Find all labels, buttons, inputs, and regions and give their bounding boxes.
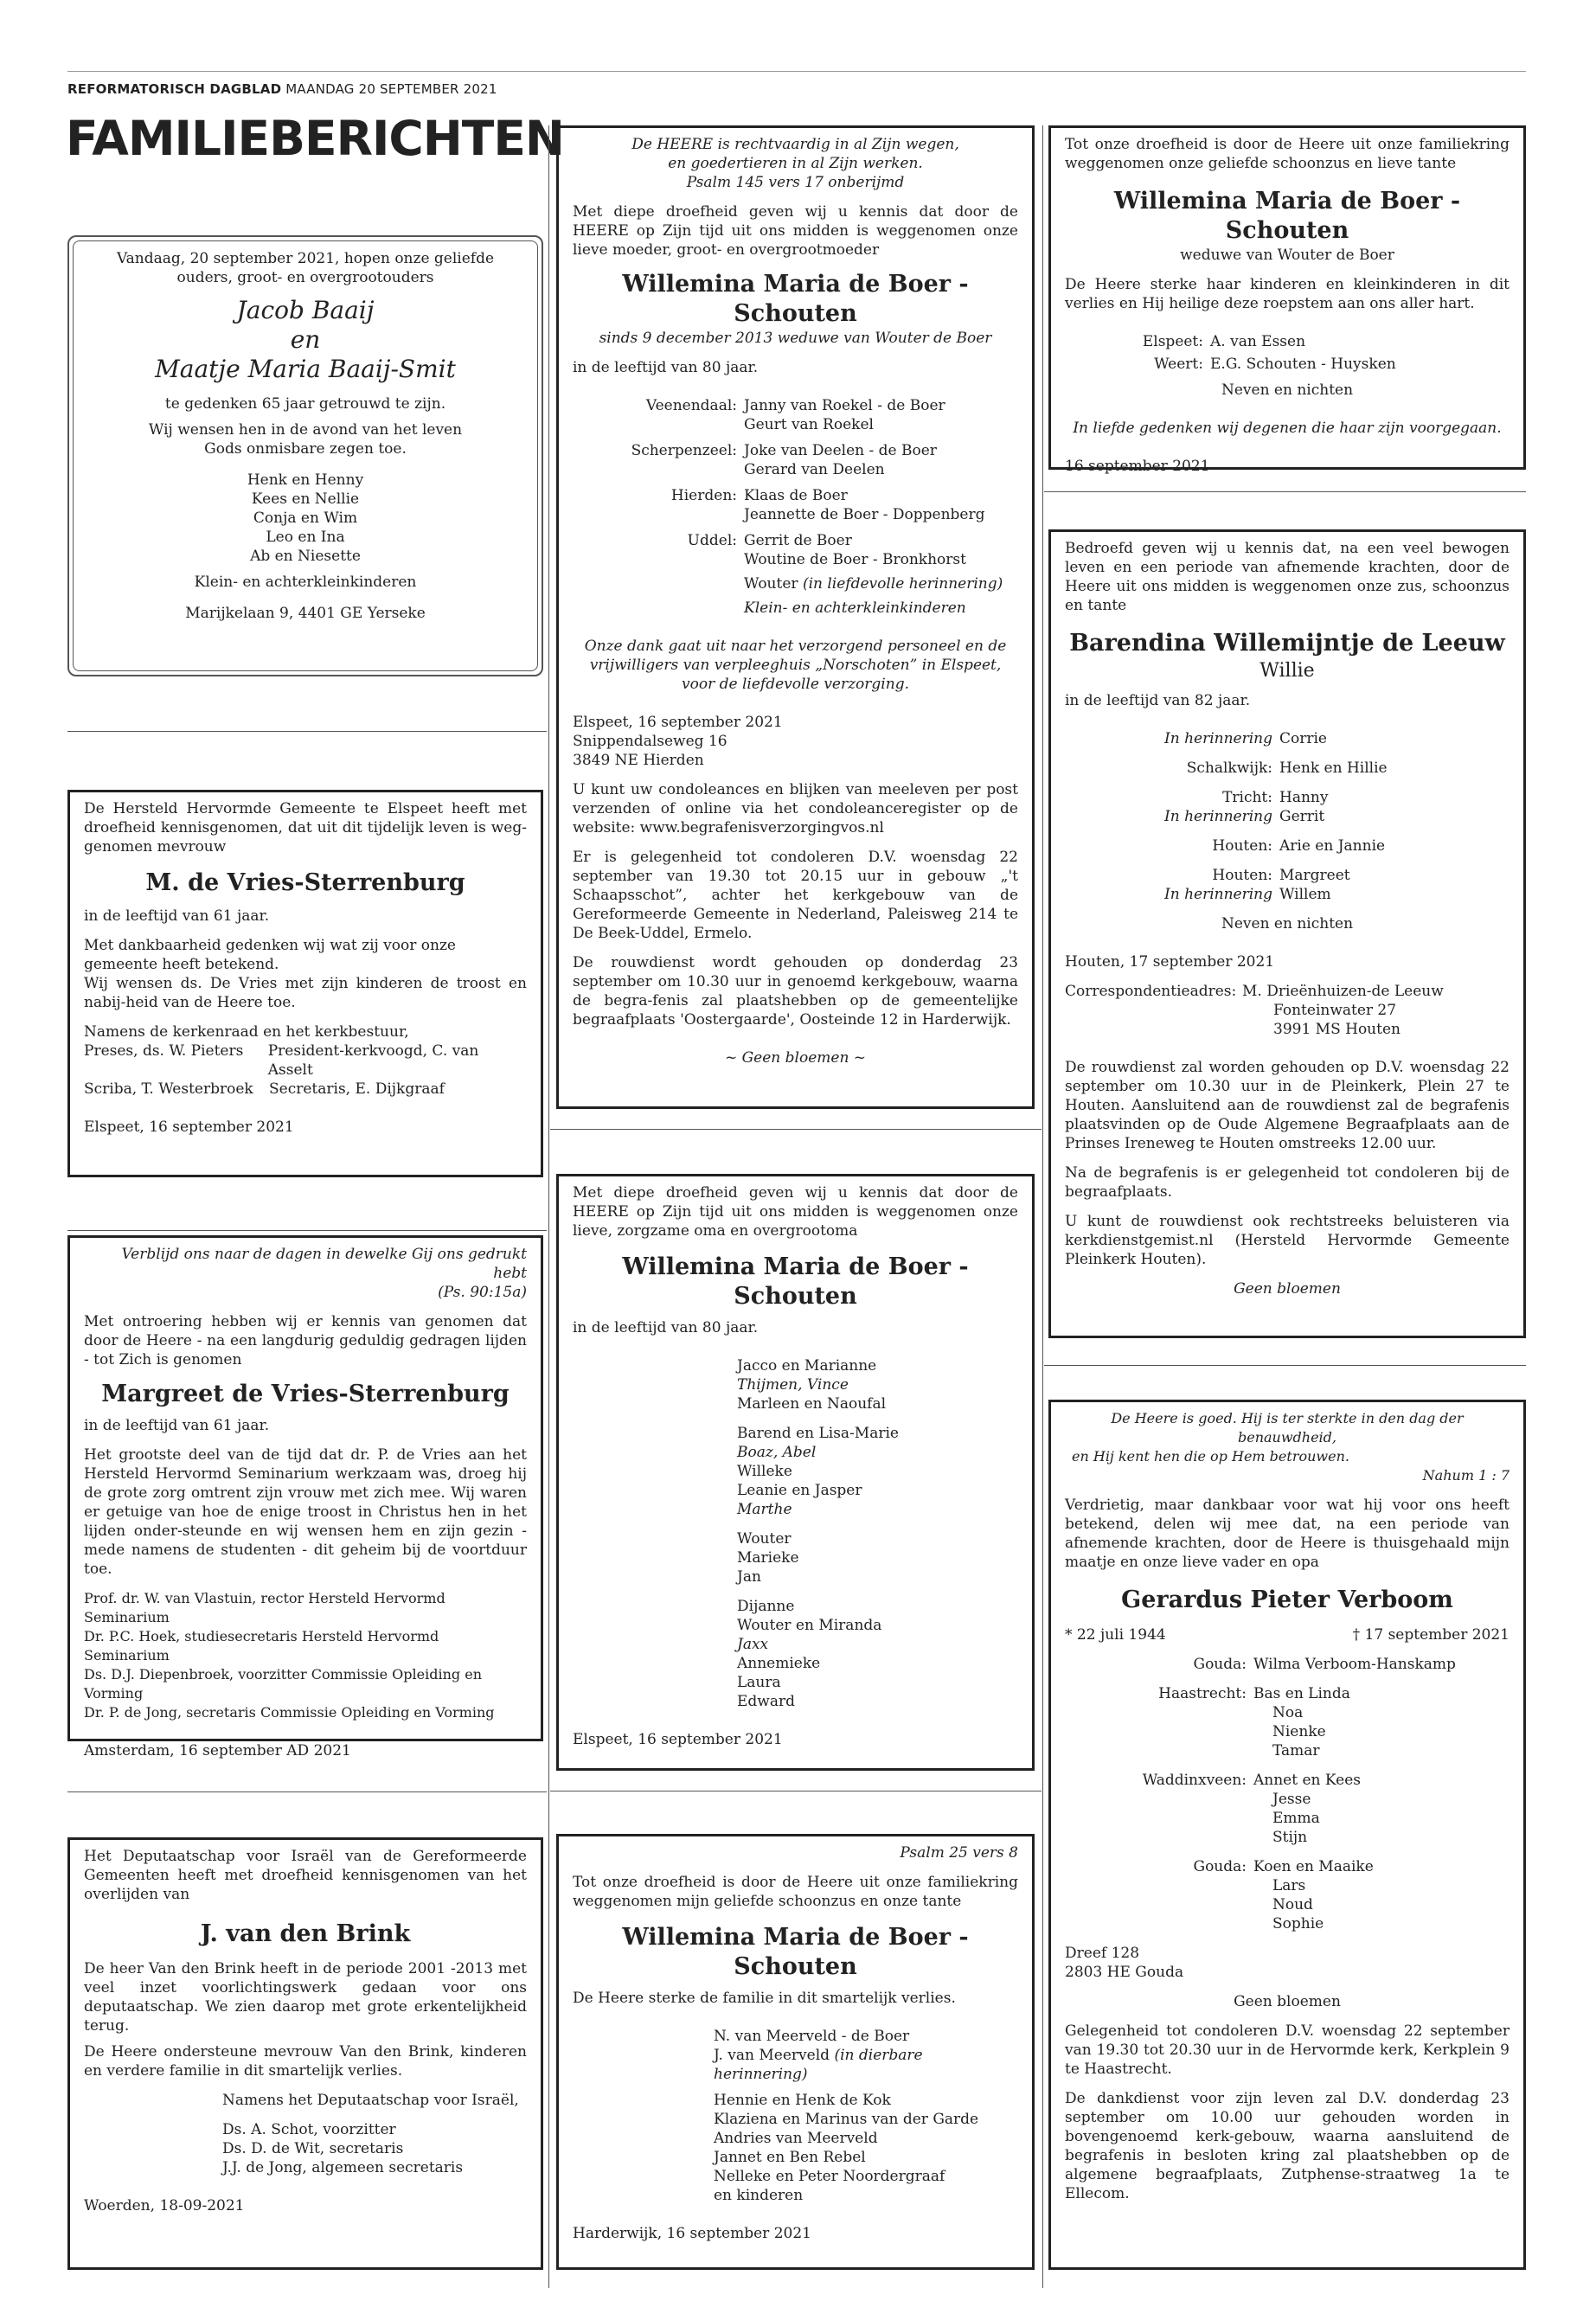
bible-verse: De Heere is goed. Hij is ter sterkte in den dag der benauwdheid, bbox=[1111, 1410, 1464, 1445]
bible-verse: Verblijd ons naar de dagen in dewelke Gij ons gedrukt hebt bbox=[121, 1246, 527, 1282]
family-name: Corrie bbox=[1279, 730, 1327, 747]
deceased-name: Willemina Maria de Boer - Schouten bbox=[622, 1924, 969, 1980]
place-date: Harderwijk, 16 september 2021 bbox=[573, 2225, 811, 2242]
family-name: Marleen en Naoufal bbox=[737, 1395, 887, 1413]
obituary-verboom bbox=[1048, 1400, 1526, 2270]
family-name: Leo en Ina bbox=[266, 529, 345, 546]
family-name: Annemieke bbox=[737, 1655, 821, 1672]
family-name: Neven en nichten bbox=[1221, 915, 1354, 933]
notice-text: Met diepe droefheid geven wij u kennis dat door de HEERE op Zijn tijd uit ons midden is weggenomen onze lieve, zorgzame oma en overgrootoma bbox=[573, 1184, 1018, 1240]
rule bbox=[67, 1230, 547, 1231]
person-name: Jacob Baaij bbox=[236, 296, 375, 324]
rule bbox=[67, 731, 547, 732]
family-name: Tamar bbox=[1272, 1742, 1320, 1759]
family-place: In herinnering bbox=[1164, 886, 1272, 903]
family-place: Gouda: bbox=[1193, 1656, 1247, 1673]
widow-note: sinds 9 december 2013 weduwe van Wouter de Boer bbox=[599, 330, 992, 347]
signatory: Scriba, T. Westerbroek bbox=[84, 1080, 253, 1098]
conjunction: en bbox=[290, 325, 321, 354]
family-name: Boaz, Abel bbox=[737, 1444, 817, 1461]
notice-text: te gedenken 65 jaar getrouwd te zijn. bbox=[164, 395, 446, 413]
place-date: Elspeet, 16 september 2021 bbox=[573, 1731, 783, 1748]
visitation-info: Er is gelegenheid tot condoleren D.V. woensdag 22 september van 19.30 tot 20.15 uur in gebouw „'t Schaapsschot”, achter het kerkgebouw van de Gereformeerde Gemeente in Nederland, Paleisweg 214 te De Beek-Uddel, Ermelo. bbox=[573, 849, 1018, 942]
no-flowers-note: Geen bloemen bbox=[1234, 1280, 1341, 1298]
obituary-boer-grandchildren bbox=[556, 1174, 1035, 1771]
family-name: Jaxx bbox=[737, 1636, 769, 1653]
family-name: Dijanne bbox=[737, 1598, 795, 1615]
rule bbox=[1044, 1365, 1526, 1366]
age: in de leeftijd van 80 jaar. bbox=[573, 1319, 759, 1336]
verse-reference: Psalm 145 vers 17 onberijmd bbox=[686, 174, 905, 191]
notice-text: Tot onze droefheid is door de Heere uit onze familiekring weggenomen onze geliefde schoonzus en lieve tante bbox=[1065, 136, 1509, 172]
header-rule bbox=[67, 71, 1526, 72]
notice-text: ouders, groot- en overgrootouders bbox=[176, 269, 434, 286]
signatory: Dr. P.C. Hoek, studiesecretaris Hersteld Hervormd Seminarium bbox=[84, 1628, 439, 1663]
family-place: Waddinxveen: bbox=[1142, 1772, 1247, 1789]
notice-text: Het grootste deel van de tijd dat dr. P. de Vries aan het Hersteld Hervormd Seminarium werkzaam was, droeg hij de grote zorg omtrent zijn vrouw met zich mee. Wij waren er getuige van hoe de enige troost in Christus hen in het lijden onder-steunde en wij wensen hem en zijn gezin - mede namens de studenten - dit geheim bij de voortduur toe. bbox=[84, 1446, 527, 1578]
family-name: Koen en Maaike bbox=[1253, 1858, 1374, 1875]
place-date: Amsterdam, 16 september AD 2021 bbox=[84, 1742, 351, 1759]
deceased-name: Willemina Maria de Boer - Schouten bbox=[622, 1253, 969, 1310]
signature-intro: Namens het Deputaatschap voor Israël, bbox=[222, 2092, 519, 2109]
family-name: Andries van Meerveld bbox=[714, 2130, 878, 2147]
family-place: Haastrecht: bbox=[1158, 1685, 1247, 1702]
notice-text: U kunt uw condoleances en blijken van meeleven per post verzenden of online via het condoleanceregister op de website: www.begrafenisverzorgingvos.nl bbox=[573, 781, 1018, 836]
memory-note: (in liefdevolle herinnering) bbox=[802, 575, 1003, 593]
family-name: Joke van Deelen - de Boer bbox=[744, 442, 937, 459]
section-title: FAMILIEBERICHTEN bbox=[66, 111, 564, 166]
family-name: Arie en Jannie bbox=[1279, 837, 1386, 855]
family-place: Weert: bbox=[1154, 356, 1203, 373]
family-name: Noud bbox=[1272, 1896, 1313, 1913]
family-name: Nienke bbox=[1272, 1723, 1326, 1740]
notice-text: Verdrietig, maar dankbaar voor wat hij voor ons heeft betekend, delen wij mee dat, na een periode van afnemende krachten, door de Heere is thuisgehaald mijn maatje en onze lieve vader en opa bbox=[1065, 1497, 1509, 1571]
family-name: N. van Meerveld - de Boer bbox=[714, 2028, 910, 2045]
family-name: Klein- en achterkleinkinderen bbox=[194, 574, 417, 591]
signature-intro: Namens de kerkenraad en het kerkbestuur, bbox=[84, 1023, 409, 1041]
masthead bbox=[67, 81, 497, 97]
family-name: Edward bbox=[737, 1693, 795, 1710]
notice-text: Gods onmisbare zegen toe. bbox=[204, 440, 407, 458]
signatory: Secretaris, E. Dijkgraaf bbox=[269, 1080, 445, 1098]
signatory: Dr. P. de Jong, secretaris Commissie Opleiding en Vorming bbox=[84, 1704, 495, 1721]
obituary-vries-seminary bbox=[67, 1235, 543, 1759]
family-name: Margreet bbox=[1279, 867, 1350, 884]
family-place: Tricht: bbox=[1222, 789, 1272, 806]
column-divider-2 bbox=[1042, 125, 1043, 2288]
family-name: Henk en Henny bbox=[247, 471, 364, 489]
family-name: Thijmen, Vince bbox=[737, 1376, 849, 1394]
notice-text: De Hersteld Hervormde Gemeente te Elspeet heeft met droefheid kennisgenomen, dat uit dit tijdelijk leven is weg-genomen mevrouw bbox=[84, 800, 527, 856]
verse-reference: (Ps. 90:15a) bbox=[438, 1284, 527, 1301]
notice-text: Met ontroering hebben wij er kennis van genomen dat door de Heere - na een langdurig geduldig gedragen lijden - tot Zich is genomen bbox=[84, 1313, 527, 1368]
address: M. Drieënhuizen-de Leeuw bbox=[1242, 983, 1444, 1000]
service-info: De dankdienst voor zijn leven zal D.V. donderdag 23 september om 10.00 uur gehouden worden in bovengenoemd kerk-gebouw, waarna aansluitend de begrafenis in besloten kring zal plaatshebben op de algemene begraafplaats, Zutphense-straatweg 1a te Ellecom. bbox=[1065, 2090, 1509, 2202]
family-name: Willem bbox=[1279, 886, 1331, 903]
notice-text: Met dankbaarheid gedenken wij wat zij voor onze gemeente heeft betekend. bbox=[84, 937, 456, 973]
column-divider-1 bbox=[548, 125, 549, 2288]
family-name: J. van Meerveld bbox=[714, 2047, 830, 2064]
no-flowers-note: ~ Geen bloemen ~ bbox=[724, 1049, 867, 1067]
family-name: Klaas de Boer bbox=[744, 487, 848, 504]
verse-reference: Psalm 25 vers 8 bbox=[900, 1844, 1018, 1862]
deceased-name: Willemina Maria de Boer - Schouten bbox=[622, 271, 969, 327]
family-place: Houten: bbox=[1212, 837, 1272, 855]
family-name: Henk en Hillie bbox=[1279, 760, 1388, 777]
family-place: Uddel: bbox=[687, 532, 737, 549]
deceased-name: Margreet de Vries-Sterrenburg bbox=[101, 1381, 510, 1407]
notice-text: Vandaag, 20 september 2021, hopen onze geliefde bbox=[116, 250, 495, 267]
family-place: Veenendaal: bbox=[645, 397, 737, 414]
thanks-text: Onze dank gaat uit naar het verzorgend personeel en de bbox=[584, 638, 1007, 655]
family-name: Neven en nichten bbox=[1221, 381, 1354, 399]
signatory: Ds. A. Schot, voorzitter bbox=[222, 2121, 396, 2138]
family-name: Jan bbox=[737, 1568, 761, 1586]
widow-note: weduwe van Wouter de Boer bbox=[1180, 247, 1394, 264]
rule bbox=[67, 1791, 547, 1792]
deceased-name: M. de Vries-Sterrenburg bbox=[145, 869, 465, 896]
family-name: Willeke bbox=[737, 1463, 792, 1480]
address-label: Correspondentieadres: bbox=[1065, 983, 1237, 1000]
signatory: President-kerkvoogd, C. van Asselt bbox=[267, 1042, 479, 1079]
family-place: In herinnering bbox=[1164, 808, 1272, 825]
memory-note: (in dierbare herinnering) bbox=[714, 2047, 923, 2083]
obituary-boer-schouten bbox=[1048, 125, 1526, 475]
family-name: Wouter en Miranda bbox=[737, 1617, 882, 1634]
deceased-name: Barendina Willemijntje de Leeuw bbox=[1069, 630, 1505, 657]
address: Dreef 128 bbox=[1065, 1945, 1140, 1962]
notice-text: Wij wensen ds. De Vries met zijn kinderen de troost en nabij-heid van de Heere toe. bbox=[84, 975, 527, 1011]
family-name: Leanie en Jasper bbox=[737, 1482, 862, 1499]
signatory: Ds. D. de Wit, secretaris bbox=[222, 2140, 404, 2157]
obituary-boer-meerveld bbox=[556, 1834, 1035, 2270]
service-info: De rouwdienst wordt gehouden op donderdag 23 september om 10.30 uur in genoemd kerkgebouw, waarna de begra-fenis zal plaatshebben op de gemeentelijke begraafplaats 'Oostergaarde', Oosteinde 12 in Harderwijk. bbox=[573, 954, 1018, 1029]
obituary-leeuw bbox=[1048, 529, 1526, 1338]
signatory: Preses, ds. W. Pieters bbox=[84, 1042, 244, 1060]
family-name: Wilma Verboom-Hanskamp bbox=[1253, 1656, 1456, 1673]
notice-text: Met diepe droefheid geven wij u kennis dat door de HEERE op Zijn tijd uit ons midden is weggenomen onze lieve moeder, groot- en overgrootmoeder bbox=[573, 203, 1018, 259]
bible-verse: De HEERE is rechtvaardig in al Zijn wegen, bbox=[631, 136, 959, 153]
family-name: Jesse bbox=[1272, 1791, 1311, 1808]
family-name: Conja en Wim bbox=[253, 510, 358, 527]
family-name: Bas en Linda bbox=[1253, 1685, 1350, 1702]
obituary-brink bbox=[67, 1837, 543, 2270]
place-date: Elspeet, 16 september 2021 bbox=[573, 714, 783, 731]
family-name: Annet en Kees bbox=[1253, 1772, 1361, 1789]
address: 3991 MS Houten bbox=[1273, 1021, 1401, 1038]
family-name: Gerard van Deelen bbox=[744, 461, 885, 478]
family-name: Lars bbox=[1272, 1877, 1306, 1894]
signatory: J.J. de Jong, algemeen secretaris bbox=[222, 2159, 464, 2176]
thanks-text: vrijwilligers van verpleeghuis „Norschoten” in Elspeet, bbox=[589, 657, 1002, 674]
place-date: Elspeet, 16 september 2021 bbox=[84, 1118, 294, 1136]
family-name: Marieke bbox=[737, 1549, 799, 1567]
family-place: Schalkwijk: bbox=[1186, 760, 1272, 777]
person-name: Maatje Maria Baaij-Smit bbox=[155, 355, 456, 383]
notice-text: De heer Van den Brink heeft in de periode 2001 -2013 met veel inzet voorlichtingswerk gedaan voor ons deputaatschap. We zien daarop met grote erkentelijkheid terug. bbox=[84, 1960, 527, 2035]
bible-verse: en Hij kent hen die op Hem betrouwen. bbox=[1072, 1448, 1349, 1465]
nickname: Willie bbox=[1259, 660, 1315, 682]
notice-text: Bedroefd geven wij u kennis dat, na een veel bewogen leven en een periode van afnemende krachten, door de Heere uit ons midden is weggenomen onze zus, schoonzus en tante bbox=[1065, 540, 1509, 614]
family-name: Wouter bbox=[744, 575, 798, 593]
family-name: Nelleke en Peter Noordergraaf bbox=[714, 2168, 945, 2185]
memory-note: In liefde gedenken wij degenen die haar zijn voorgegaan. bbox=[1073, 420, 1502, 437]
signatory: Prof. dr. W. van Vlastuin, rector Hersteld Hervormd Seminarium bbox=[84, 1590, 445, 1625]
family-place: In herinnering bbox=[1164, 730, 1272, 747]
family-name: Jeannette de Boer - Doppenberg bbox=[744, 506, 985, 523]
address: 2803 HE Gouda bbox=[1065, 1964, 1184, 1981]
place-date: 16 september 2021 bbox=[1065, 458, 1210, 475]
deceased-name: Willemina Maria de Boer - Schouten bbox=[1113, 188, 1461, 244]
age: in de leeftijd van 80 jaar. bbox=[573, 359, 759, 376]
place-date: Woerden, 18-09-2021 bbox=[84, 2197, 245, 2214]
address: Snippendalseweg 16 bbox=[573, 733, 727, 750]
family-name: Ab en Niesette bbox=[250, 548, 361, 565]
rule bbox=[550, 1129, 1042, 1130]
family-place: Gouda: bbox=[1193, 1858, 1247, 1875]
age: in de leeftijd van 82 jaar. bbox=[1065, 692, 1251, 709]
address: Fonteinwater 27 bbox=[1273, 1002, 1397, 1019]
family-name: Janny van Roekel - de Boer bbox=[744, 397, 945, 414]
family-name: Jannet en Ben Rebel bbox=[714, 2149, 866, 2166]
obituary-boer-children bbox=[556, 125, 1035, 1109]
family-name: Noa bbox=[1272, 1704, 1304, 1721]
family-name: Marthe bbox=[737, 1501, 792, 1518]
no-flowers-note: Geen bloemen bbox=[1234, 1993, 1341, 2010]
birth-date: * 22 juli 1944 bbox=[1065, 1626, 1166, 1644]
family-name: Hanny bbox=[1279, 789, 1329, 806]
notice-text: Het Deputaatschap voor Israël van de Gereformeerde Gemeenten heeft met droefheid kennisgenomen van het overlijden van bbox=[84, 1848, 527, 1903]
deceased-name: Gerardus Pieter Verboom bbox=[1121, 1586, 1453, 1613]
notice-text: De Heere ondersteune mevrouw Van den Brink, kinderen en verdere familie in dit smartelijk verlies. bbox=[84, 2043, 527, 2080]
family-name: Klaziena en Marinus van der Garde bbox=[714, 2111, 979, 2128]
family-name: A. van Essen bbox=[1210, 333, 1306, 350]
visitation-info: Na de begrafenis is er gelegenheid tot condoleren bij de begraafplaats. bbox=[1065, 1164, 1509, 1201]
visitation-info: Gelegenheid tot condoleren D.V. woensdag 22 september van 19.30 tot 20.30 uur in de Hervormde kerk, Kerkplein 9 te Haastrecht. bbox=[1065, 2022, 1509, 2078]
bible-verse: en goedertieren in al Zijn werken. bbox=[668, 155, 923, 172]
family-name: E.G. Schouten - Huysken bbox=[1210, 356, 1396, 373]
issue-date: MAANDAG 20 SEPTEMBER 2021 bbox=[285, 81, 497, 97]
family-name: Gerrit de Boer bbox=[744, 532, 852, 549]
family-name: Gerrit bbox=[1279, 808, 1325, 825]
signatory: Ds. D.J. Diepenbroek, voorzitter Commissie Opleiding en Vorming bbox=[84, 1666, 483, 1702]
verse-reference: Nahum 1 : 7 bbox=[1422, 1467, 1509, 1484]
place-date: Houten, 17 september 2021 bbox=[1065, 953, 1275, 971]
family-name: Geurt van Roekel bbox=[744, 416, 874, 433]
family-name: Laura bbox=[737, 1674, 781, 1691]
family-name: Barend en Lisa-Marie bbox=[737, 1425, 899, 1442]
family-place: Scherpenzeel: bbox=[631, 442, 737, 459]
address: 3849 NE Hierden bbox=[573, 752, 704, 769]
family-name: Woutine de Boer - Bronkhorst bbox=[744, 551, 966, 568]
family-name: Kees en Nellie bbox=[251, 490, 360, 508]
notice-text: Tot onze droefheid is door de Heere uit onze familiekring weggenomen mijn geliefde schoonzus en onze tante bbox=[573, 1874, 1018, 1910]
notice-text: De Heere sterke de familie in dit smartelijk verlies. bbox=[573, 1990, 956, 2007]
rule bbox=[1044, 491, 1526, 492]
anniversary-notice-baaij bbox=[67, 235, 543, 676]
family-place: Elspeet: bbox=[1142, 333, 1203, 350]
family-name: en kinderen bbox=[714, 2187, 804, 2204]
age: in de leeftijd van 61 jaar. bbox=[84, 1417, 270, 1434]
deceased-name: J. van den Brink bbox=[200, 1920, 411, 1947]
livestream-info: U kunt de rouwdienst ook rechtstreeks beluisteren via kerkdienstgemist.nl (Hersteld Hervormde Gemeente Pleinkerk Houten). bbox=[1065, 1213, 1509, 1268]
thanks-text: voor de liefdevolle verzorging. bbox=[682, 676, 909, 693]
address: Marijkelaan 9, 4401 GE Yerseke bbox=[185, 605, 426, 622]
family-name: Klein- en achterkleinkinderen bbox=[744, 599, 966, 617]
notice-text: De Heere sterke haar kinderen en kleinkinderen in dit verlies en Hij heilige deze roepstem aan ons aller hart. bbox=[1065, 276, 1509, 312]
family-name: Hennie en Henk de Kok bbox=[714, 2092, 891, 2109]
family-name: Stijn bbox=[1272, 1829, 1308, 1846]
age: in de leeftijd van 61 jaar. bbox=[84, 907, 270, 925]
family-name: Jacco en Marianne bbox=[737, 1357, 877, 1375]
paper-name: REFORMATORISCH DAGBLAD bbox=[67, 81, 282, 97]
family-name: Sophie bbox=[1272, 1915, 1324, 1932]
family-name: Emma bbox=[1272, 1810, 1320, 1827]
family-name: Wouter bbox=[737, 1530, 792, 1548]
family-place: Houten: bbox=[1212, 867, 1272, 884]
death-date: † 17 september 2021 bbox=[1352, 1626, 1509, 1644]
service-info: De rouwdienst zal worden gehouden op D.V. woensdag 22 september om 10.30 uur in de Pleinkerk, Plein 27 te Houten. Aansluitend aan de rouwdienst zal de begrafenis plaatsvinden op de Oude Algemene Begraafplaats aan de Prinses Ireneweg te Houten omstreeks 12.00 uur. bbox=[1065, 1059, 1509, 1152]
family-place: Hierden: bbox=[670, 487, 737, 504]
obituary-vries-church bbox=[67, 790, 543, 1177]
notice-text: Wij wensen hen in de avond van het leven bbox=[148, 421, 463, 439]
